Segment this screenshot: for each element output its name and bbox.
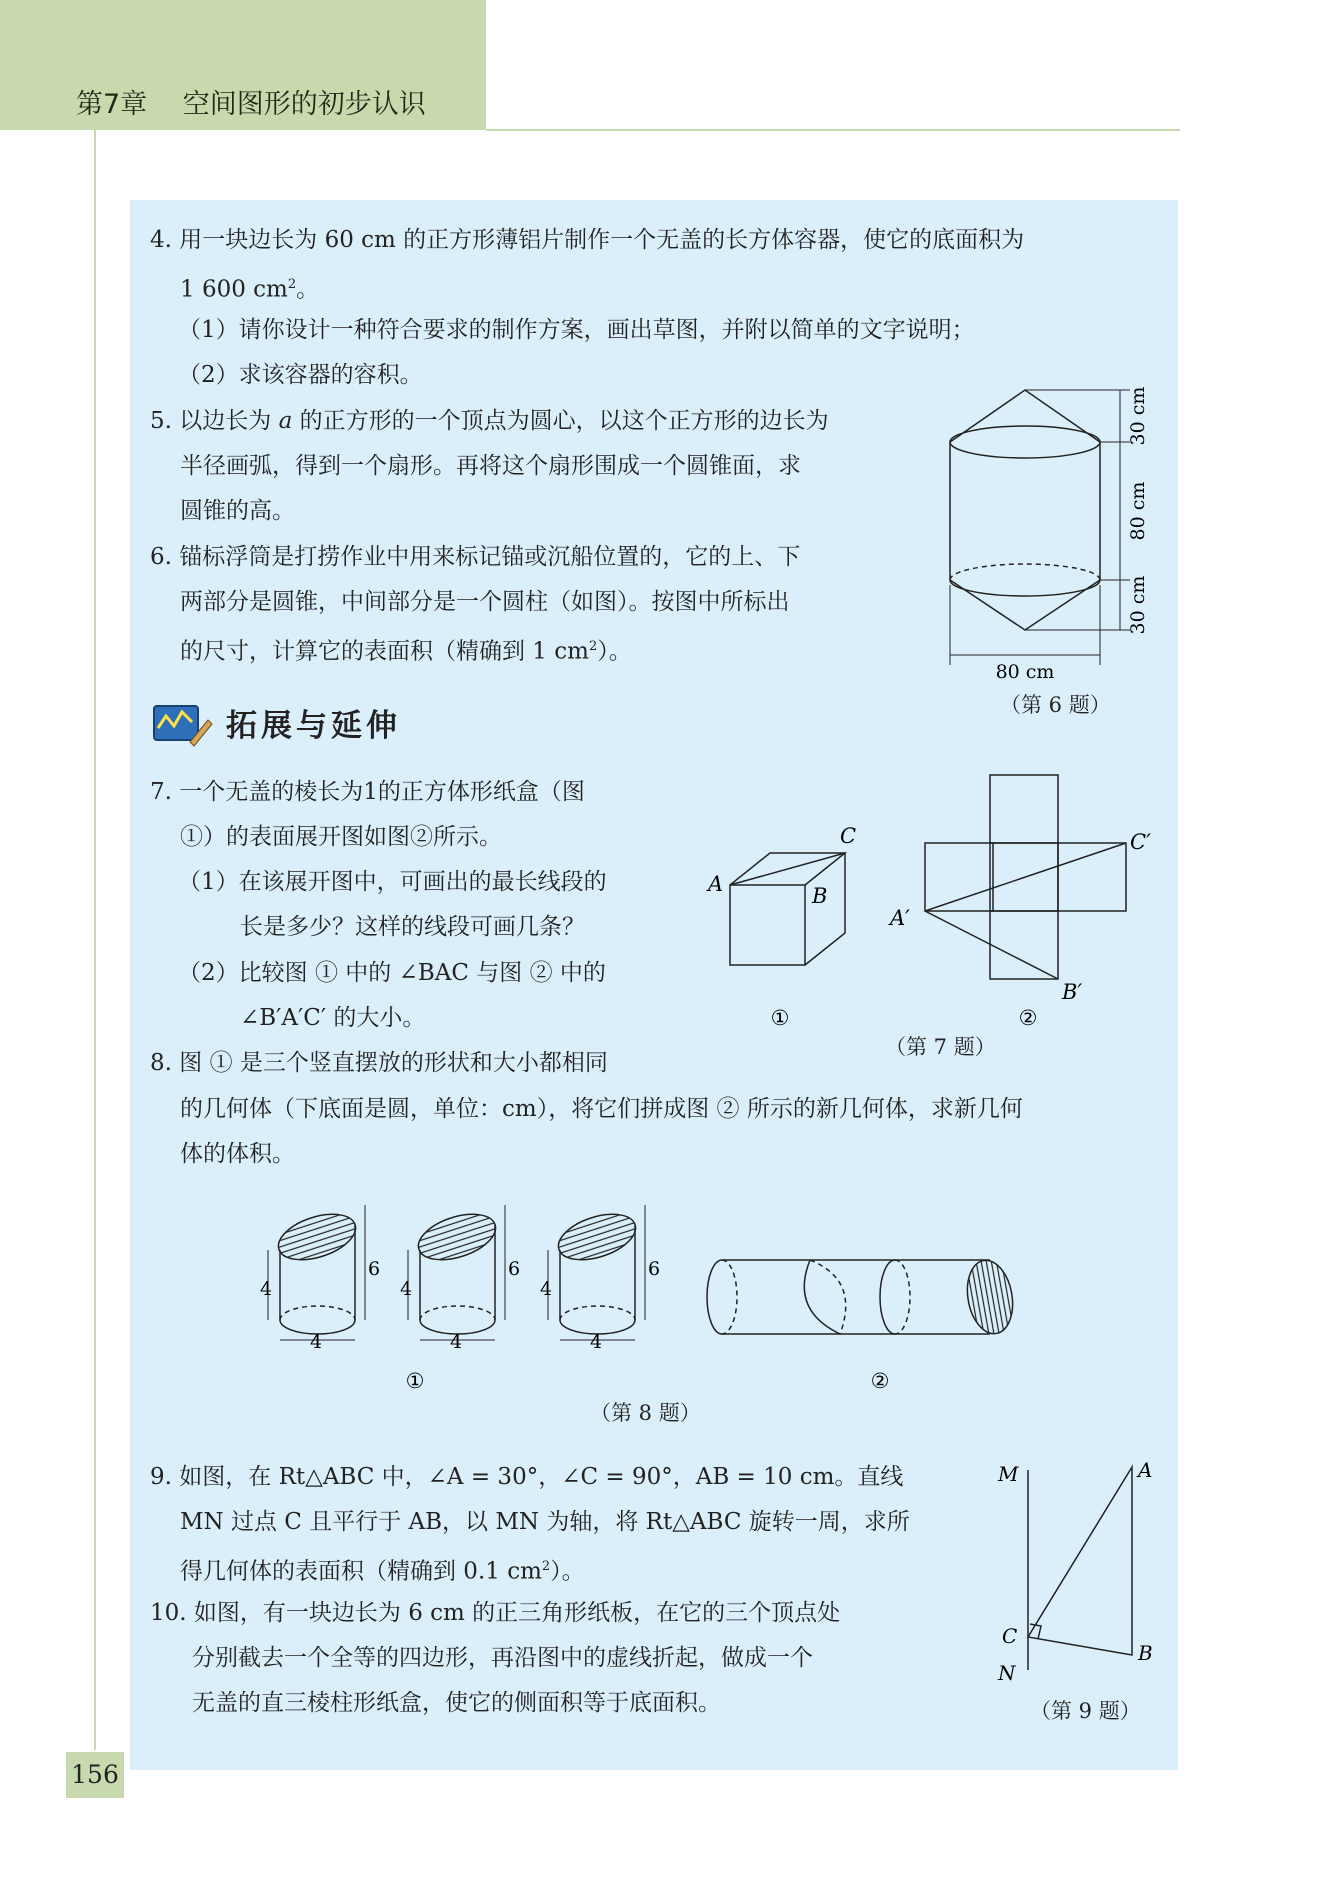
- chapter-heading: [76, 82, 426, 121]
- fig8-h-long-3: 6: [648, 1258, 661, 1280]
- page-number: 156: [66, 1752, 124, 1798]
- p7-sub2-line2: ∠B′A′C′ 的大小。: [240, 1005, 426, 1031]
- fig9-label-N: N: [998, 1661, 1016, 1685]
- pencil-chart-icon: [150, 698, 214, 750]
- p8-line1: 8. 图 ① 是三个竖直摆放的形状和大小都相同: [150, 1050, 608, 1076]
- fig6-dim-mid: 80 cm: [1127, 481, 1149, 541]
- p5-line2: 半径画弧，得到一个扇形。再将这个扇形围成一个圆锥面，求: [180, 453, 801, 479]
- p5-line1: 5. 以边长为 a 的正方形的一个顶点为圆心，以这个正方形的边长为: [150, 408, 829, 434]
- fig8-h-short-1: 4: [260, 1278, 273, 1300]
- p6-line3: 的尺寸，计算它的表面积（精确到 1 $cm^2$）。: [180, 638, 632, 665]
- figure-6-buoy: [930, 380, 1170, 720]
- fig9-label-B: B: [1138, 1641, 1153, 1665]
- fig6-caption: （第 6 题）: [1000, 693, 1111, 717]
- p4-line2: 1 600 $cm^2$。: [180, 276, 320, 303]
- p6-line1: 6. 锚标浮筒是打捞作业中用来标记锚或沉船位置的，它的上、下: [150, 544, 801, 570]
- chapter-number: 第7章: [76, 89, 148, 120]
- p5-line3: 圆锥的高。: [180, 498, 295, 524]
- fig6-dim-width: 80 cm: [995, 661, 1055, 683]
- p7-sub2-line1: （2）比较图 ① 中的 ∠BAC 与图 ② 中的: [178, 960, 606, 986]
- p9-line1: 9. 如图，在 Rt△ABC 中，∠A = 30°，∠C = 90°，AB = 10 cm。直线: [150, 1464, 904, 1490]
- p9-line3: 得几何体的表面积（精确到 0.1 $cm^2$）。: [180, 1558, 585, 1585]
- p10-line3: 无盖的直三棱柱形纸盒，使它的侧面积等于底面积。: [192, 1690, 721, 1716]
- fig7-mark-2: ②: [1018, 1006, 1038, 1030]
- fig8-h-short-2: 4: [400, 1278, 413, 1300]
- figure-7-cube-net: [700, 765, 1170, 1065]
- p8-line3: 体的体积。: [180, 1141, 295, 1167]
- figure-8-cylinders: [250, 1190, 1090, 1405]
- fig8-diameter-2: 4: [450, 1331, 463, 1353]
- fig8-diameter-1: 4: [310, 1331, 323, 1353]
- fig7-mark-1: ①: [770, 1006, 790, 1030]
- fig7-label-C: C: [840, 824, 857, 848]
- fig7-label-A: A: [708, 872, 724, 896]
- fig8-h-long-2: 6: [508, 1258, 521, 1280]
- figure-9-triangle: [990, 1455, 1170, 1695]
- fig8-h-short-3: 4: [540, 1278, 553, 1300]
- fig7-label-Cp: C′: [1130, 830, 1151, 854]
- fig7-label-Bp: B′: [1062, 980, 1083, 1004]
- section-title: 拓展与延伸: [226, 708, 401, 744]
- p6-line2: 两部分是圆锥，中间部分是一个圆柱（如图）。按图中所标出: [180, 589, 790, 615]
- p7-line1: 7. 一个无盖的棱长为1的正方体形纸盒（图: [150, 779, 585, 805]
- p7-sub1-line2: 长是多少？这样的线段可画几条？: [240, 914, 585, 940]
- fig6-dim-bot: 30 cm: [1127, 575, 1149, 635]
- p9-line2: MN 过点 C 且平行于 AB，以 MN 为轴，将 Rt△ABC 旋转一周，求所: [180, 1509, 910, 1535]
- fig7-label-B: B: [812, 884, 828, 908]
- p4-line1: 4. 用一块边长为 60 cm 的正方形薄铝片制作一个无盖的长方体容器，使它的底面积为: [150, 227, 1025, 253]
- p4-sub2: （2）求该容器的容积。: [178, 362, 423, 388]
- fig9-label-C: C: [1002, 1624, 1018, 1648]
- fig9-caption: （第 9 题）: [1030, 1699, 1141, 1723]
- fig8-mark-1: ①: [405, 1369, 425, 1393]
- fig9-label-A: A: [1138, 1458, 1153, 1482]
- fig8-mark-2: ②: [870, 1369, 890, 1393]
- margin-rule: [94, 130, 96, 1750]
- p7-line2: ①）的表面展开图如图②所示。: [180, 824, 502, 850]
- fig9-label-M: M: [998, 1462, 1019, 1486]
- p4-sub1: （1）请你设计一种符合要求的制作方案，画出草图，并附以简单的文字说明；: [178, 317, 975, 343]
- p10-line1: 10. 如图，有一块边长为 6 cm 的正三角形纸板，在它的三个顶点处: [150, 1600, 841, 1626]
- fig7-caption: （第 7 题）: [885, 1035, 996, 1059]
- fig8-diameter-3: 4: [590, 1331, 603, 1353]
- fig8-h-long-1: 6: [368, 1258, 381, 1280]
- chapter-title: 空间图形的初步认识: [182, 89, 426, 120]
- header-rule: [486, 129, 1180, 131]
- p8-line2: 的几何体（下底面是圆，单位：cm），将它们拼成图 ② 所示的新几何体，求新几何: [180, 1096, 1023, 1122]
- fig8-caption: （第 8 题）: [590, 1401, 701, 1425]
- p7-sub1-line1: （1）在该展开图中，可画出的最长线段的: [178, 869, 607, 895]
- p10-line2: 分别截去一个全等的四边形，再沿图中的虚线折起，做成一个: [192, 1645, 813, 1671]
- fig7-label-Ap: A′: [890, 906, 910, 930]
- fig6-dim-top: 30 cm: [1127, 386, 1149, 446]
